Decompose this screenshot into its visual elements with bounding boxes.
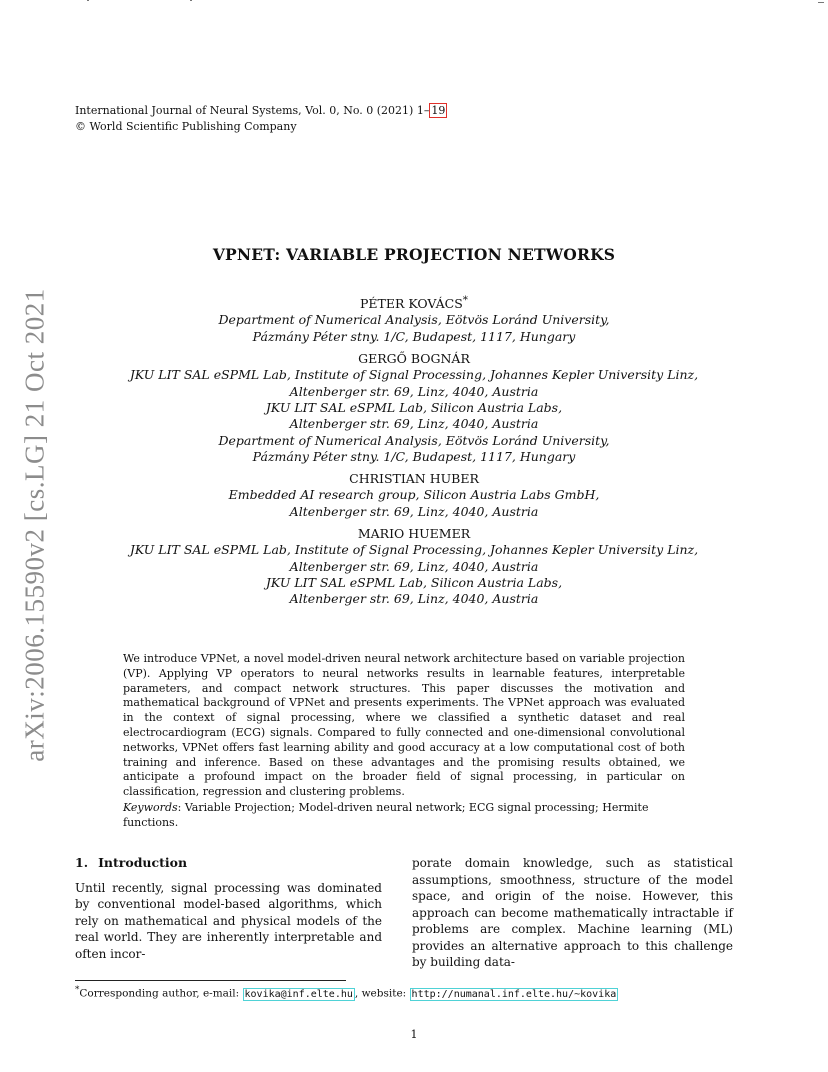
section-heading [75, 855, 382, 872]
footnote-middle: , website: [354, 987, 410, 1000]
author-affiliation: Department of Numerical Analysis, Eötvös Loránd University, [218, 312, 610, 328]
abstract: We introduce VPNet, a novel model-driven neural network architecture based on variable projection (VP). Applying VP operators to neural networks results in learnable features, interpretable parameters, and compact network structures. This paper discusses the motivation and mathematical background of VPNet and presents experiments. The VPNet approach was evaluated in the context of signal processing, where we classified a synthetic dataset and real electrocardiogram (ECG) signals. Compared to fully connected and one-dimensional convolutional networks, VPNet offers fast learning ability and good accuracy at a low computational cost of both training and inference. Based on these advantages and the promising results obtained, we anticipate a profound impact on the broader field of signal processing, in particular on classification, regression and clustering problems. [123, 652, 685, 799]
author-affiliation: Embedded AI research group, Silicon Austria Labs GmbH, [228, 487, 600, 503]
footnote [75, 983, 618, 1002]
scan-mark [190, 0, 192, 1]
scan-mark [87, 0, 89, 1]
author-name: PÉTER KOVÁCS* [360, 294, 468, 312]
intro-paragraph: Until recently, signal processing was dominated by conventional model-based algorithms, which rely on mathematical and physical models of the real world. They are inherently interpretable and often incor- [75, 880, 382, 961]
author-affiliation: Altenberger str. 69, Linz, 4040, Austria [289, 416, 539, 432]
copyright-line: © World Scientific Publishing Company [75, 120, 297, 133]
author-affiliation: Department of Numerical Analysis, Eötvös Loránd University, [218, 432, 610, 448]
author-affiliation: Altenberger str. 69, Linz, 4040, Austria [289, 383, 539, 399]
paper-title: VPNET: VARIABLE PROJECTION NETWORKS [212, 245, 616, 264]
footnote-prefix: Corresponding author, e-mail: [79, 987, 243, 1000]
section-title: Introduction [98, 855, 188, 870]
page-range-link[interactable]: 19 [431, 104, 446, 117]
email-link[interactable]: kovika@inf.elte.hu [244, 988, 353, 1000]
author-affiliation: Pázmány Péter stny. 1/C, Budapest, 1117, Hungary [252, 448, 576, 464]
author-affiliation: JKU LIT SAL eSPML Lab, Silicon Austria Labs, [265, 574, 563, 590]
page-number: 1 [410, 1028, 418, 1041]
author-affiliation: Altenberger str. 69, Linz, 4040, Austria [289, 591, 539, 607]
website-link[interactable]: http://numanal.inf.elte.hu/~kovika [411, 988, 617, 1000]
author-affiliation: JKU LIT SAL eSPML Lab, Silicon Austria Labs, [265, 399, 563, 415]
corresponding-mark: * [462, 294, 468, 306]
journal-citation [75, 103, 447, 119]
author-affiliation: JKU LIT SAL eSPML Lab, Institute of Signal Processing, Johannes Kepler University Linz, [129, 367, 699, 383]
author-name: GERGŐ BOGNÁR [358, 351, 470, 367]
author-block [0, 292, 828, 608]
keywords-text: : Variable Projection; Model-driven neural network; ECG signal processing; Hermite functions. [123, 801, 649, 829]
author-name: MARIO HUEMER [357, 526, 471, 542]
section-number: 1. [75, 855, 89, 870]
journal-name: International Journal of Neural Systems, Vol. 0, No. 0 (2021) 1– [75, 104, 430, 117]
journal-header [75, 103, 447, 135]
keywords-label: Keywords [123, 801, 178, 814]
keywords [123, 800, 703, 830]
intro-paragraph-continued: porate domain knowledge, such as statistical assumptions, smoothness, structure of the model space, and origin of the noise. However, this approach can become mathematically intractable if problems are complex. Machine learning (ML) provides an alternative approach to this challenge by building data- [412, 856, 733, 969]
author-affiliation: Altenberger str. 69, Linz, 4040, Austria [289, 503, 539, 519]
scan-mark [818, 2, 824, 3]
right-column [412, 855, 733, 971]
author-name: CHRISTIAN HUBER [349, 471, 479, 487]
author-affiliation: Altenberger str. 69, Linz, 4040, Austria [289, 558, 539, 574]
left-column [75, 855, 382, 962]
footnote-rule [75, 980, 346, 981]
author-affiliation: Pázmány Péter stny. 1/C, Budapest, 1117, Hungary [252, 328, 576, 344]
author-affiliation: JKU LIT SAL eSPML Lab, Institute of Signal Processing, Johannes Kepler University Linz, [129, 542, 699, 558]
arxiv-stamp: arXiv:2006.15590v2 [cs.LG] 21 Oct 2021 [19, 288, 50, 762]
footnote-mark: * [75, 985, 80, 995]
